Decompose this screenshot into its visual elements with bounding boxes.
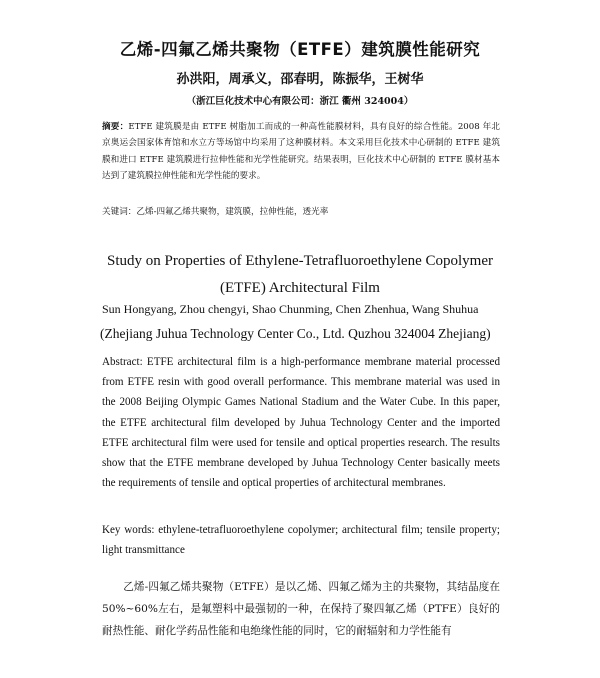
abstract-cn bbox=[102, 119, 500, 185]
title-en-line1: Study on Properties of Ethylene-Tetrafluoroethylene Copolymer bbox=[107, 253, 493, 269]
affiliation-cn: （浙江巨化技术中心有限公司：浙江 衢州 324004） bbox=[186, 96, 414, 107]
abstract-cn-label: 摘要： bbox=[102, 122, 129, 132]
abstract-cn-text: ETFE 建筑膜是由 ETFE 树脂加工而成的一种高性能膜材料，具有良好的综合性能。2008 年北京奥运会国家体育馆和水立方等场馆中均采用了这种膜材料。本文采用巨化技术中心研制的 ETFE 建筑膜和进口 ETFE 建筑膜进行拉伸性能和光学性能研究。结果表明，巨化技术中心研制的 ETFE 膜材基本达到了建筑膜拉伸性能和光学性能的要求。 bbox=[102, 122, 500, 182]
page-title-en bbox=[0, 248, 600, 302]
affiliation-en: (Zhejiang Juhua Technology Center Co., Ltd. Quzhou 324004 Zhejiang) bbox=[100, 326, 491, 341]
keywords-cn: 关键词：乙烯-四氟乙烯共聚物，建筑膜，拉伸性能，透光率 bbox=[102, 207, 329, 217]
body-paragraph: 乙烯-四氟乙烯共聚物（ETFE）是以乙烯、四氟乙烯为主的共聚物，其结晶度在 50%~60%左右，是氟塑料中最强韧的一种，在保持了聚四氟乙烯（PTFE）良好的耐热性能、耐化学药品性能和电绝缘性能的同时，它的耐辐射和力学性能有 bbox=[102, 581, 500, 637]
authors-cn: 孙洪阳，周承义，邵春明，陈振华，王树华 bbox=[176, 72, 424, 87]
abstract-en: Abstract: ETFE architectural film is a high-performance membrane material processed from ETFE resin with good overall performance. This membrane material was used in the 2008 Beijing Olympic Games National Stadium and the Water Cube. In this paper, the ETFE architectural film developed by Juhua Technology Center and the imported ETFE architectural film were used for tensile and optical properties research. The results show that the ETFE membrane developed by Juhua Technology Center basically meets the requirements of tensile and optical properties of architectural membranes. bbox=[102, 356, 500, 490]
title-en-line2: (ETFE) Architectural Film bbox=[220, 280, 380, 296]
authors-en: Sun Hongyang, Zhou chengyi, Shao Chunming, Chen Zhenhua, Wang Shuhua bbox=[102, 302, 479, 316]
keywords-en: Key words: ethylene-tetrafluoroethylene copolymer; architectural film; tensile property; light transmittance bbox=[102, 524, 500, 557]
page-title-cn: 乙烯-四氟乙烯共聚物（ETFE）建筑膜性能研究 bbox=[119, 40, 481, 59]
